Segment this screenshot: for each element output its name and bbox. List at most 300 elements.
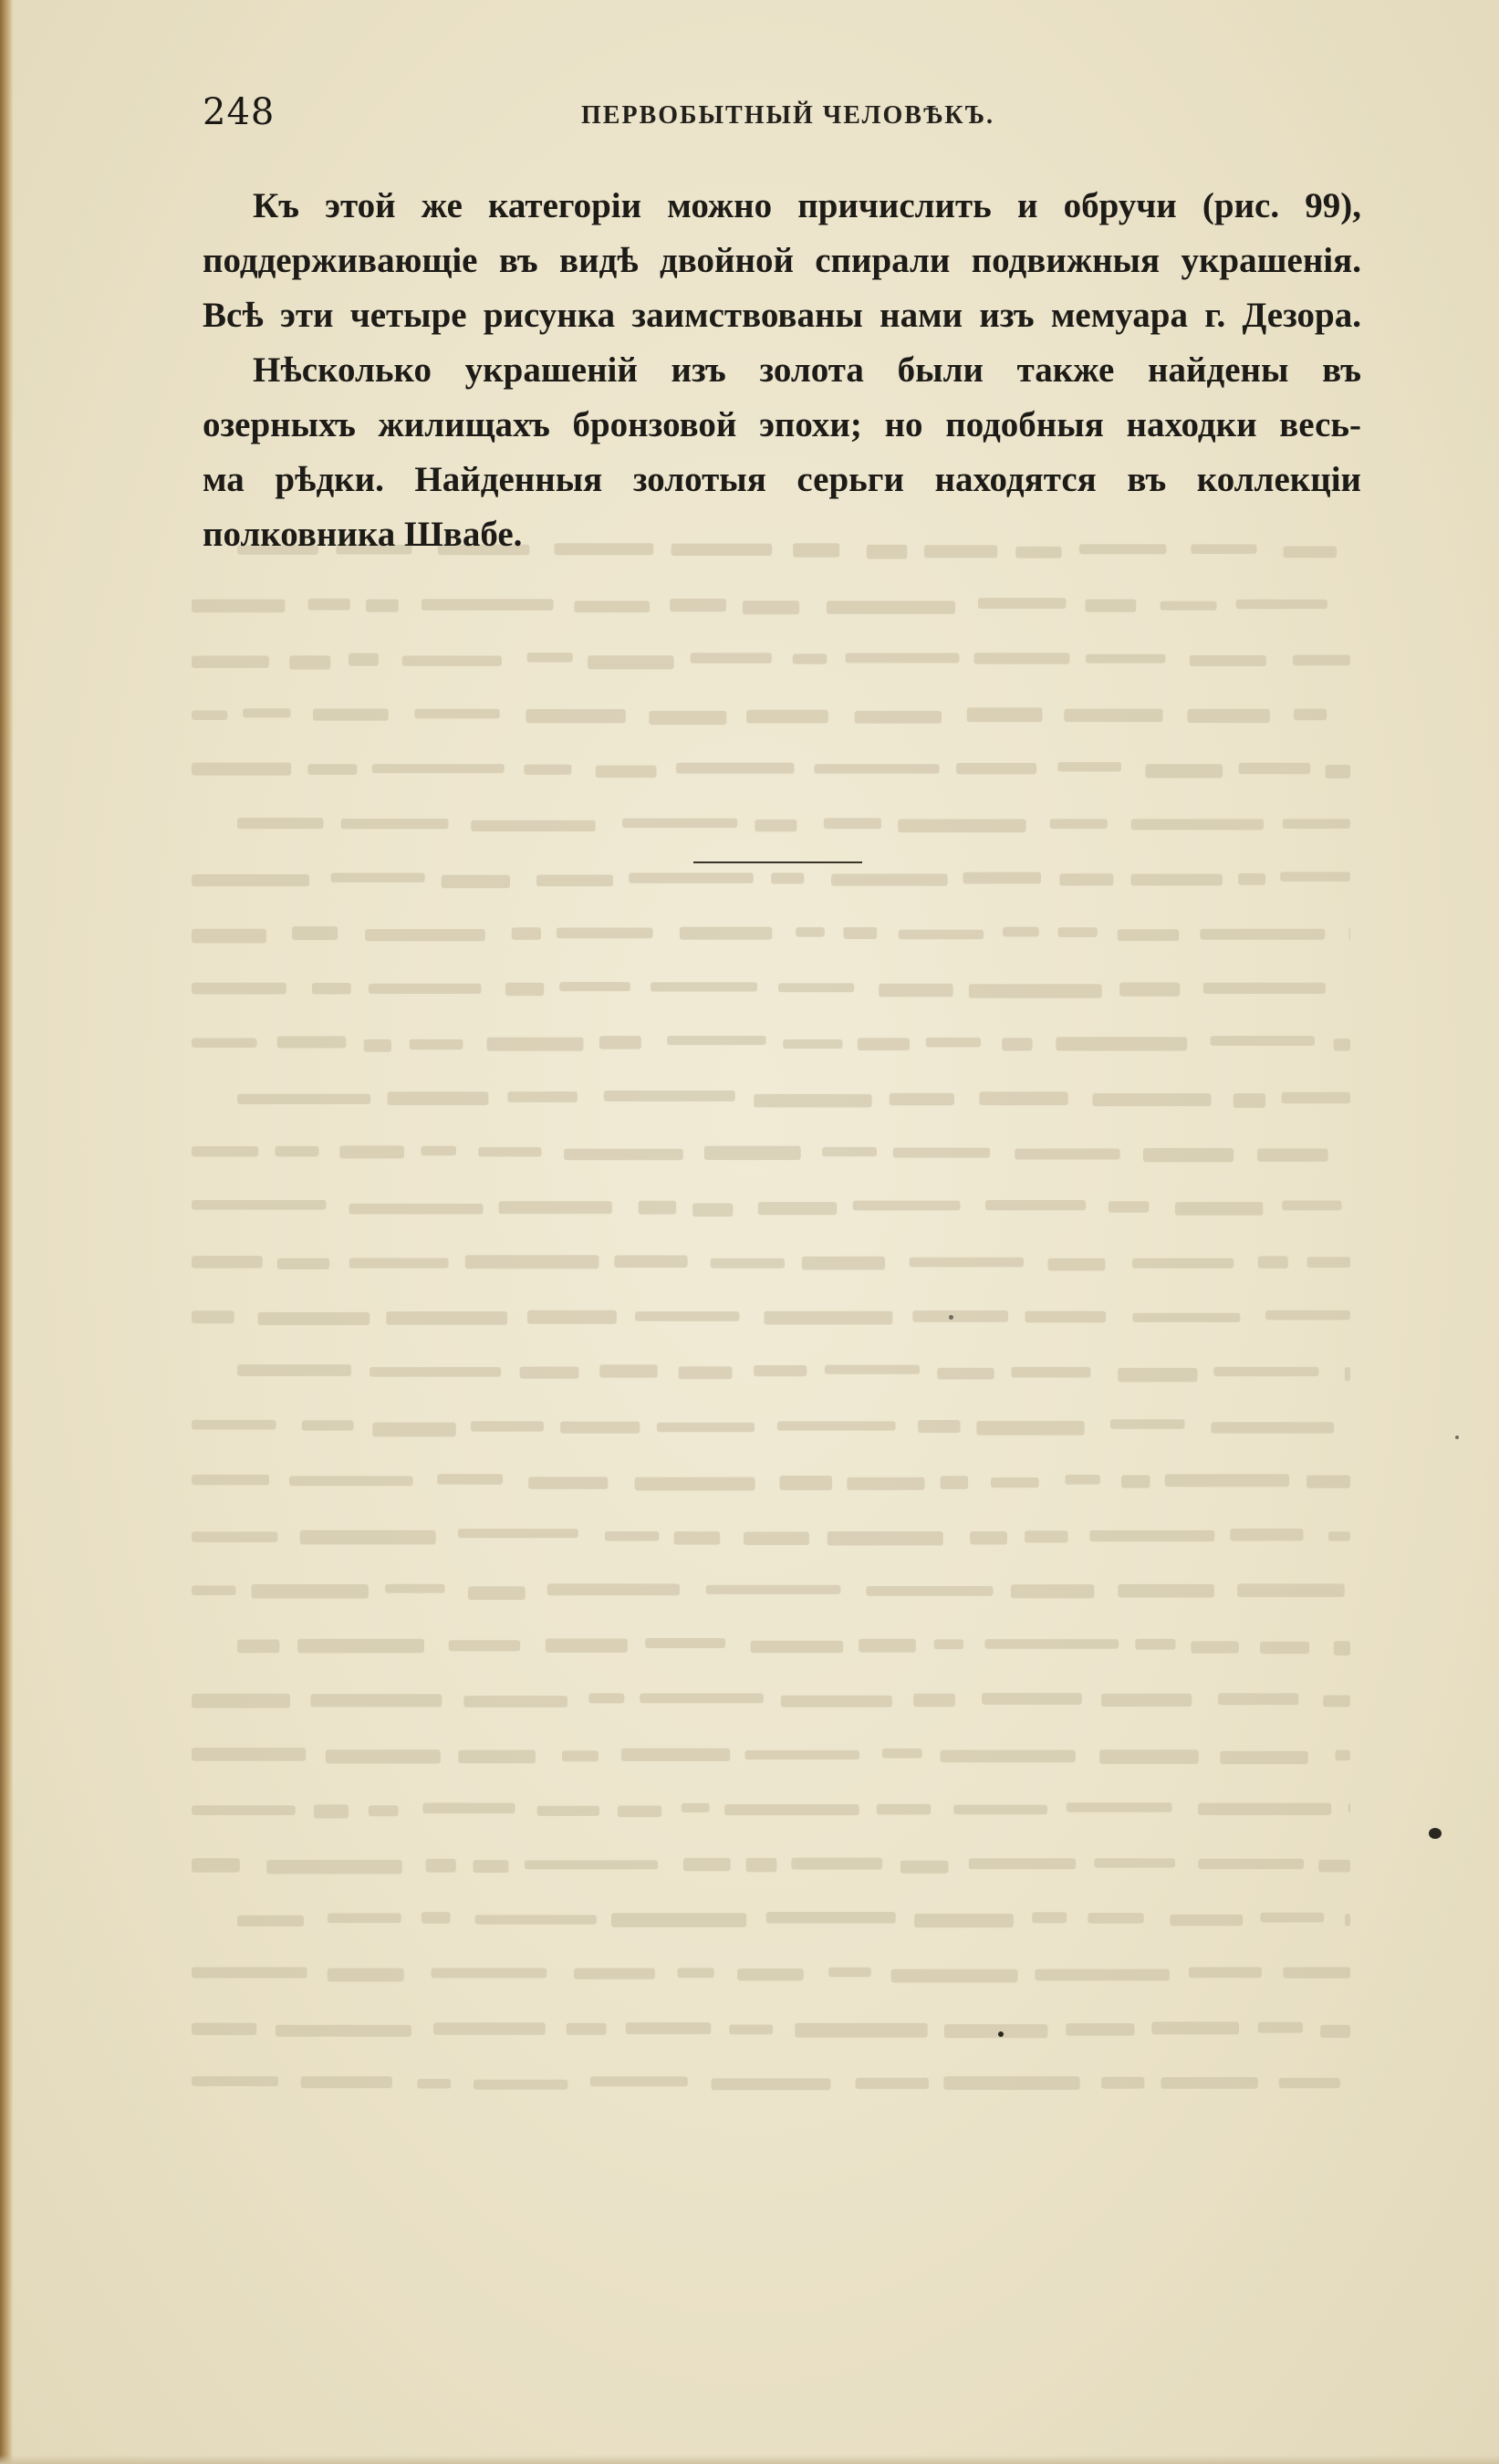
bleed-word-smudge [899,930,984,940]
bleed-word-smudge [745,1750,860,1759]
bleed-word-smudge [526,709,625,723]
bleed-word-smudge [388,1091,489,1105]
bleed-word-smudge [771,872,804,883]
reverse-side-bleed-through [192,525,1369,2149]
bleed-word-smudge [853,1201,961,1211]
bleed-word-smudge [893,1148,990,1158]
bleed-word-smudge [505,983,544,997]
bleed-word-smudge [192,1694,290,1708]
bleed-word-smudge [1283,1968,1350,1979]
bleed-word-smudge [704,1146,801,1161]
bleed-word-smudge [828,1968,871,1978]
bleed-word-smudge [385,1584,445,1593]
bleed-word-smudge [635,1311,740,1321]
bleed-word-smudge [793,653,828,663]
ink-speck [1455,1436,1459,1439]
bleed-word-smudge [729,2025,773,2035]
bleed-word-smudge [1088,1913,1143,1924]
bleed-word-smudge [1025,1530,1068,1542]
bleed-word-smudge [926,1038,981,1048]
bleed-word-smudge [1191,1641,1238,1653]
bleed-word-smudge [1035,1969,1170,1981]
bleed-word-smudge [1121,1475,1150,1488]
bleed-word-smudge [1050,819,1108,829]
bleed-word-smudge [433,2022,546,2035]
bleed-word-smudge [289,655,330,669]
bleed-word-smudge [937,1368,994,1380]
bleed-word-smudge [1190,655,1266,666]
bleed-word-smudge [1257,1149,1328,1162]
bleed-word-smudge [974,653,1070,663]
bleed-word-smudge [622,819,737,829]
bleed-word-smudge [237,1364,351,1376]
bleed-word-smudge [1189,1968,1262,1979]
bleed-word-smudge [1220,1751,1307,1764]
bleed-word-smudge [478,1147,541,1157]
bleed-word-smudge [1236,600,1327,610]
bleed-word-smudge [458,1750,536,1764]
bleed-word-smudge [292,926,338,940]
bleed-word-smudge [626,2022,712,2034]
bleed-word-smudge [737,1968,804,1980]
bleed-word-smudge [1065,1475,1100,1485]
bleed-word-smudge [1002,1038,1033,1050]
bleed-word-smudge [312,983,351,995]
bleed-word-smudge [596,766,657,778]
bleed-word-smudge [1203,983,1326,994]
bleed-word-smudge [474,2080,567,2090]
bleed-word-smudge [1323,1696,1350,1707]
bleed-word-smudge [1056,1037,1187,1050]
bleed-word-smudge [422,1912,451,1924]
bleed-word-smudge [1109,1201,1149,1213]
bleed-word-smudge [779,1476,832,1490]
bleed-word-smudge [724,1804,859,1815]
bleed-word-smudge [1328,1531,1350,1540]
bleed-word-smudge [943,2076,1079,2090]
bleed-word-smudge [365,929,485,941]
bleed-word-smudge [766,1912,896,1924]
bleed-word-smudge [1234,1093,1265,1108]
bleed-word-smudge [475,1915,597,1925]
bleed-word-smudge [982,1693,1082,1705]
text-line: ма рѣдки. Найденныя золотыя серьги находятся въ коллекцiи [203,460,1361,499]
bleed-word-smudge [422,1803,515,1814]
bleed-word-smudge [1143,1148,1234,1162]
bleed-word-smudge [520,1367,579,1379]
bleed-word-smudge [1066,2023,1134,2036]
bleed-word-smudge [192,1420,276,1430]
bleed-word-smudge [192,983,286,995]
bleed-word-smudge [341,819,449,829]
bleed-word-smudge [588,655,674,669]
bleed-word-smudge [877,1804,932,1815]
running-title: ПЕРВОБЫТНЫЙ ЧЕЛОВѢКЪ. [581,101,995,130]
bleed-word-smudge [1059,873,1113,885]
bleed-word-smudge [843,927,877,939]
bleed-word-smudge [301,2076,392,2088]
bleed-word-smudge [557,928,653,939]
bleed-word-smudge [1110,1419,1185,1429]
bleed-word-smudge [969,984,1102,998]
bleed-word-smudge [822,1147,877,1156]
bleed-word-smudge [366,600,399,612]
bleed-word-smudge [706,1585,841,1594]
bleed-word-smudge [192,1805,296,1815]
bleed-word-smudge [474,1860,509,1873]
bleed-word-smudge [956,763,1036,774]
bleed-word-smudge [1198,1859,1304,1870]
bleed-word-smudge [746,1858,777,1872]
bleed-word-smudge [192,1531,277,1542]
bleed-word-smudge [629,872,754,883]
bleed-word-smudge [1218,1693,1298,1705]
bleed-word-smudge [192,929,266,944]
text-line: полковника Швабе. [203,515,523,554]
bleed-word-smudge [953,1805,1047,1815]
bleed-word-smudge [1118,1368,1197,1383]
bleed-word-smudge [527,1310,617,1324]
bleed-word-smudge [1057,927,1098,937]
bleed-word-smudge [1086,600,1137,612]
bleed-word-smudge [524,765,571,775]
bleed-word-smudge [963,872,1042,884]
bleed-word-smudge [559,982,630,991]
bleed-word-smudge [339,1145,404,1158]
page-header [203,89,1361,144]
bleed-word-smudge [349,1204,483,1215]
bleed-word-smudge [487,1038,584,1051]
bleed-word-smudge [910,1258,1025,1268]
bleed-word-smudge [1099,1749,1199,1764]
bleed-word-smudge [918,1420,961,1433]
bleed-word-smudge [463,1696,567,1707]
text-line: Всѣ эти четыре рисунка заимствованы нами изъ мемуара г. Дезора. [203,296,1361,335]
bleed-word-smudge [1260,1642,1309,1655]
bleed-word-smudge [985,1200,1086,1210]
bleed-word-smudge [778,983,854,992]
bleed-word-smudge [1175,1202,1264,1216]
bleed-word-smudge [1335,1750,1350,1761]
bleed-word-smudge [1011,1367,1090,1378]
bleed-word-smudge [276,1146,319,1157]
bleed-word-smudge [313,709,389,721]
bleed-word-smudge [1282,1092,1350,1103]
bleed-word-smudge [237,1640,279,1654]
text-line: Нѣсколько украшенiй изъ золота были также найдены въ [253,350,1361,390]
page-number: 248 [203,91,276,133]
ink-speck [1429,1828,1442,1839]
bleed-word-smudge [314,1804,349,1818]
bleed-word-smudge [1089,1530,1214,1541]
bleed-word-smudge [192,2076,278,2086]
bleed-word-smudge [1265,1310,1350,1321]
bleed-word-smudge [934,1639,963,1649]
bleed-word-smudge [422,599,554,611]
bleed-word-smudge [588,1693,624,1703]
bleed-word-smudge [1131,874,1223,886]
bleed-word-smudge [944,2024,1048,2038]
bleed-word-smudge [426,1859,456,1873]
bleed-word-smudge [1326,765,1350,778]
bleed-word-smudge [402,656,502,666]
bleed-word-smudge [1092,1093,1211,1106]
bleed-word-smudge [1025,1311,1106,1323]
bleed-word-smudge [1161,601,1217,611]
bleed-word-smudge [879,984,952,997]
bleed-word-smudge [372,764,505,773]
bleed-word-smudge [458,1529,578,1538]
bleed-word-smudge [1293,655,1350,666]
bleed-word-smudge [266,1860,402,1874]
ink-speck [998,2031,1004,2037]
bleed-word-smudge [574,1968,655,1979]
bleed-word-smudge [1282,1201,1341,1211]
bleed-word-smudge [349,1258,449,1269]
bleed-word-smudge [192,656,269,669]
bleed-word-smudge [528,1477,608,1488]
bleed-word-smudge [537,1806,599,1816]
bleed-word-smudge [1067,1802,1172,1811]
bleed-word-smudge [678,1968,714,1978]
bleed-word-smudge [328,1913,401,1923]
bleed-word-smudge [307,764,357,775]
bleed-word-smudge [984,1639,1119,1649]
bleed-word-smudge [611,1913,746,1927]
bleed-word-smudge [856,2078,929,2089]
bleed-word-smudge [468,1586,526,1600]
bleed-word-smudge [1238,873,1265,885]
bleed-word-smudge [590,2076,688,2086]
bleed-word-smudge [1260,1913,1324,1923]
bleed-word-smudge [277,1258,329,1269]
bleed-word-smudge [1306,1476,1350,1488]
bleed-word-smudge [437,1474,503,1485]
bleed-word-smudge [1320,2025,1350,2038]
bleed-word-smudge [1165,1474,1289,1487]
bleed-word-smudge [471,1421,544,1432]
bleed-word-smudge [547,1583,681,1595]
bleed-word-smudge [372,1423,456,1437]
bleed-word-smudge [276,2025,411,2037]
bleed-word-smudge [976,1421,1084,1436]
bleed-word-smudge [1047,1258,1105,1271]
bleed-word-smudge [442,875,510,889]
bleed-word-smudge [599,1364,658,1378]
bleed-word-smudge [866,1586,993,1596]
bleed-word-smudge [1200,929,1325,940]
bleed-word-smudge [898,820,1025,833]
bleed-word-smudge [546,1639,628,1653]
bleed-word-smudge [1119,983,1180,997]
bleed-word-smudge [560,1422,640,1434]
bleed-word-smudge [599,1036,641,1049]
bleed-word-smudge [243,708,290,717]
bleed-word-smudge [499,1201,612,1214]
bleed-word-smudge [777,1421,896,1430]
bleed-word-smudge [1145,764,1223,778]
bleed-word-smudge [979,1091,1067,1105]
bleed-word-smudge [192,763,291,776]
bleed-word-smudge [1132,1258,1234,1269]
bleed-word-smudge [192,874,309,886]
bleed-word-smudge [824,818,881,829]
bleed-word-smudge [1064,709,1162,723]
text-line: озерныхъ жилищахъ бронзовой эпохи; но подобныя находки весь- [203,405,1361,444]
bleed-word-smudge [300,1530,436,1545]
bleed-word-smudge [1131,819,1264,830]
bleed-word-smudge [1094,1858,1175,1867]
bleed-word-smudge [712,2078,831,2090]
bleed-word-smudge [192,1256,263,1269]
bleed-word-smudge [1279,2078,1340,2088]
bleed-word-smudge [912,1310,1008,1322]
section-divider-rule [693,861,862,863]
bleed-word-smudge [386,1311,507,1325]
bleed-word-smudge [758,1202,838,1215]
bleed-word-smudge [567,2023,607,2035]
bleed-word-smudge [1118,1584,1214,1598]
bleed-word-smudge [682,1803,710,1812]
bleed-word-smudge [1239,763,1311,774]
bleed-word-smudge [914,1914,1014,1927]
bleed-word-smudge [1198,1803,1331,1815]
bleed-word-smudge [859,1639,916,1653]
bleed-word-smudge [1086,654,1165,663]
bleed-word-smudge [417,2079,451,2089]
bleed-word-smudge [1032,1912,1067,1923]
bleed-word-smudge [328,1968,404,1982]
bleed-word-smudge [1151,2021,1239,2034]
bleed-word-smudge [562,1750,599,1761]
bleed-word-smudge [192,1039,256,1049]
bleed-word-smudge [743,600,799,614]
bleed-word-smudge [237,1094,370,1104]
bleed-word-smudge [1211,1036,1316,1046]
bleed-word-smudge [604,1091,735,1101]
bleed-word-smudge [651,982,757,991]
bleed-word-smudge [970,1531,1007,1545]
bleed-word-smudge [192,600,285,613]
bleed-word-smudge [828,1531,943,1546]
bleed-word-smudge [657,1423,755,1433]
bleed-word-smudge [764,1311,892,1325]
bleed-word-smudge [192,2023,256,2035]
bleed-word-smudge [1294,709,1327,721]
bleed-word-smudge [891,1969,1018,1983]
bleed-word-smudge [289,1476,413,1486]
bleed-word-smudge [525,1860,658,1869]
bleed-word-smudge [422,1146,457,1156]
bleed-word-smudge [882,1749,922,1759]
bleed-word-smudge [237,1916,304,1926]
bleed-word-smudge [978,598,1067,609]
bleed-word-smudge [258,1312,370,1325]
bleed-word-smudge [1170,1915,1243,1926]
bleed-word-smudge [1318,1860,1350,1873]
bleed-word-smudge [614,1256,687,1269]
bleed-word-smudge [680,927,773,940]
bleed-word-smudge [192,1585,236,1595]
bleed-word-smudge [308,599,350,611]
bleed-word-smudge [1349,927,1350,941]
bleed-word-smudge [781,1696,892,1707]
bleed-word-smudge [512,927,541,940]
bleed-word-smudge [649,711,726,725]
bleed-word-smudge [900,1861,949,1874]
bleed-word-smudge [639,1201,677,1215]
bleed-word-smudge [1348,1803,1350,1813]
bleed-word-smudge [414,709,499,719]
bleed-word-smudge [192,1858,240,1873]
bleed-word-smudge [847,1477,924,1490]
bleed-word-smudge [1101,2077,1144,2089]
bleed-word-smudge [465,1255,599,1269]
ink-speck [949,1315,953,1320]
bleed-word-smudge [795,2023,927,2038]
bleed-word-smudge [1334,1641,1350,1655]
bleed-word-smudge [635,1477,755,1491]
bleed-word-smudge [1280,872,1350,882]
bleed-word-smudge [621,1749,730,1761]
bleed-word-smudge [536,875,613,887]
bleed-word-smudge [640,1694,764,1704]
bleed-word-smudge [364,1039,391,1052]
bleed-word-smudge [1188,709,1270,723]
bleed-word-smudge [754,1094,871,1108]
bleed-word-smudge [679,1366,733,1379]
bleed-word-smudge [683,1858,731,1872]
bleed-word-smudge [370,1367,501,1377]
bleed-word-smudge [1230,1529,1303,1541]
bleed-word-smudge [676,763,795,774]
bleed-word-smudge [846,653,960,663]
bleed-word-smudge [471,820,595,831]
bleed-word-smudge [746,710,828,724]
bleed-word-smudge [967,707,1043,722]
bleed-word-smudge [645,1638,725,1648]
bleed-word-smudge [302,1420,354,1430]
bleed-word-smudge [192,1310,234,1323]
bleed-word-smudge [527,653,573,663]
bleed-word-smudge [913,1694,955,1707]
bleed-word-smudge [1283,819,1350,829]
bleed-word-smudge [1258,2022,1303,2033]
bleed-word-smudge [432,1968,547,1979]
bleed-word-smudge [326,1749,441,1763]
bleed-word-smudge [825,1365,920,1374]
bleed-word-smudge [574,600,650,612]
text-line: поддерживающiе въ видѣ двойной спирали подвижныя украшенiя. [203,241,1361,280]
bleed-word-smudge [618,1806,661,1818]
bleed-word-smudge [1345,1367,1350,1382]
bleed-word-smudge [192,1200,327,1210]
bleed-word-smudge [831,874,948,886]
bleed-word-smudge [692,1203,733,1216]
bleed-word-smudge [1345,1914,1350,1926]
bleed-word-smudge [349,653,379,666]
bleed-word-smudge [1057,762,1121,771]
bleed-word-smudge [1003,927,1039,937]
page-bottom-edge [0,2455,1499,2464]
bleed-word-smudge [192,1146,258,1157]
bleed-word-smudge [1101,1694,1192,1707]
bleed-word-smudge [827,600,955,614]
bleed-word-smudge [564,1149,683,1160]
bleed-word-smudge [667,1036,766,1045]
bleed-word-smudge [1258,1256,1288,1269]
bleed-word-smudge [1015,1149,1120,1160]
